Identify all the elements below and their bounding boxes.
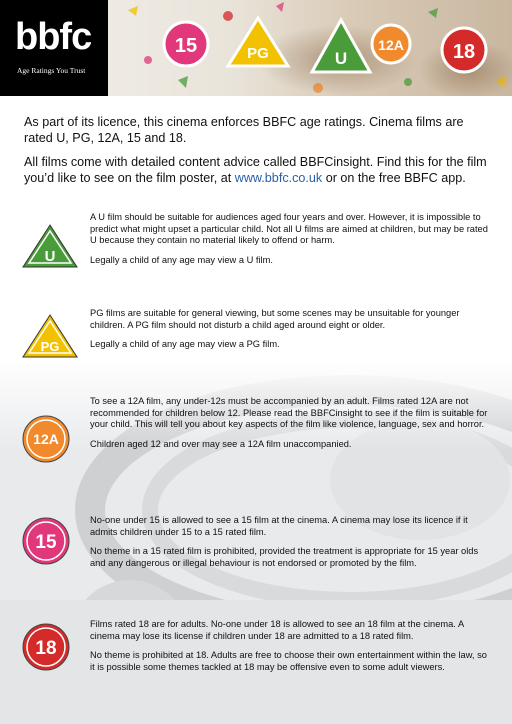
logo-wordmark: bbfc <box>15 16 92 58</box>
rating-description: No-one under 15 is allowed to see a 15 film at the cinema. A cinema may lose its licence if it admits children under 15 to a 15 rated film. <box>90 515 468 537</box>
15-rating-icon <box>20 516 72 566</box>
intro-text-end: or on the free BBFC app. <box>322 171 466 185</box>
svg-text:18: 18 <box>452 41 476 63</box>
12a-rating-icon <box>20 414 72 464</box>
rating-description: PG films are suitable for general viewing, but some scenes may be unsuitable for younger children. A PG film should not disturb a child aged around eight or older. <box>90 308 460 330</box>
rating-description: A U film should be suitable for audiences aged four years and over. However, it is impossible to predict what might upset a particular child. Not all U films are aimed at children, but may be rated U because they contain no material likely to offend or harm. <box>90 212 488 246</box>
bbfc-logo[interactable] <box>0 0 108 96</box>
svg-text:18: 18 <box>35 638 57 659</box>
u-rating-icon <box>20 222 80 270</box>
bbfc-website-link[interactable]: www.bbfc.co.uk <box>234 171 323 185</box>
logo-tagline: Age Ratings You Trust <box>17 66 86 75</box>
rating-rule: Legally a child of any age may view a PG film. <box>90 339 280 350</box>
rating-section-12a <box>90 396 492 458</box>
rating-section-u <box>90 212 492 274</box>
svg-text:PG: PG <box>247 45 269 62</box>
rating-description: Films rated 18 are for adults. No-one under 18 is allowed to see an 18 film at the cinema. A cinema may lose its license if children under 18 are admitted to a 18 rated film. <box>90 619 464 641</box>
intro-paragraph-1: As part of its licence, this cinema enforces BBFC age ratings. Cinema films are rated U, PG, 12A, 15 and 18. <box>24 115 464 145</box>
rating-section-pg <box>90 308 492 359</box>
svg-text:12A: 12A <box>33 431 59 447</box>
rating-section-18 <box>90 619 492 681</box>
header-rating-badges-illustration <box>108 0 512 96</box>
rating-rule: Legally a child of any age may view a U film. <box>90 254 273 265</box>
svg-text:12A: 12A <box>378 37 404 53</box>
rating-section-15 <box>90 515 492 577</box>
svg-text:PG: PG <box>40 339 60 354</box>
rating-rule: Children aged 12 and over may see a 12A film unaccompanied. <box>90 438 352 449</box>
18-rating-icon <box>20 622 72 672</box>
svg-text:U: U <box>334 49 348 68</box>
rating-rule: No theme is prohibited at 18. Adults are free to choose their own entertainment within the law, so it is possible some themes tackled at 18 may be offensive even to some adult viewers. <box>90 650 487 672</box>
intro-text-start: All films come with detailed content advice called BBFCinsight. Find this for the film you’d like to see on the film poster, at <box>24 155 487 185</box>
intro-paragraph-2 <box>24 154 494 186</box>
rating-description: To see a 12A film, any under-12s must be accompanied by an adult. Films rated 12A are not recommended for children below 12. Please read the BBFCinsight to see if the film is suitable for your child. This will tell you about key aspects of the film like violence, language, sex and horror. <box>90 396 488 430</box>
svg-text:U: U <box>44 248 56 265</box>
header-banner <box>0 0 512 96</box>
pg-rating-icon <box>20 312 80 360</box>
svg-text:15: 15 <box>35 532 57 553</box>
svg-text:15: 15 <box>174 35 198 57</box>
rating-rule: No theme in a 15 rated film is prohibited, provided the treatment is appropriate for 15 year olds and any dangerous or illegal behaviour is not endorsed or promoted by the film. <box>90 546 479 568</box>
